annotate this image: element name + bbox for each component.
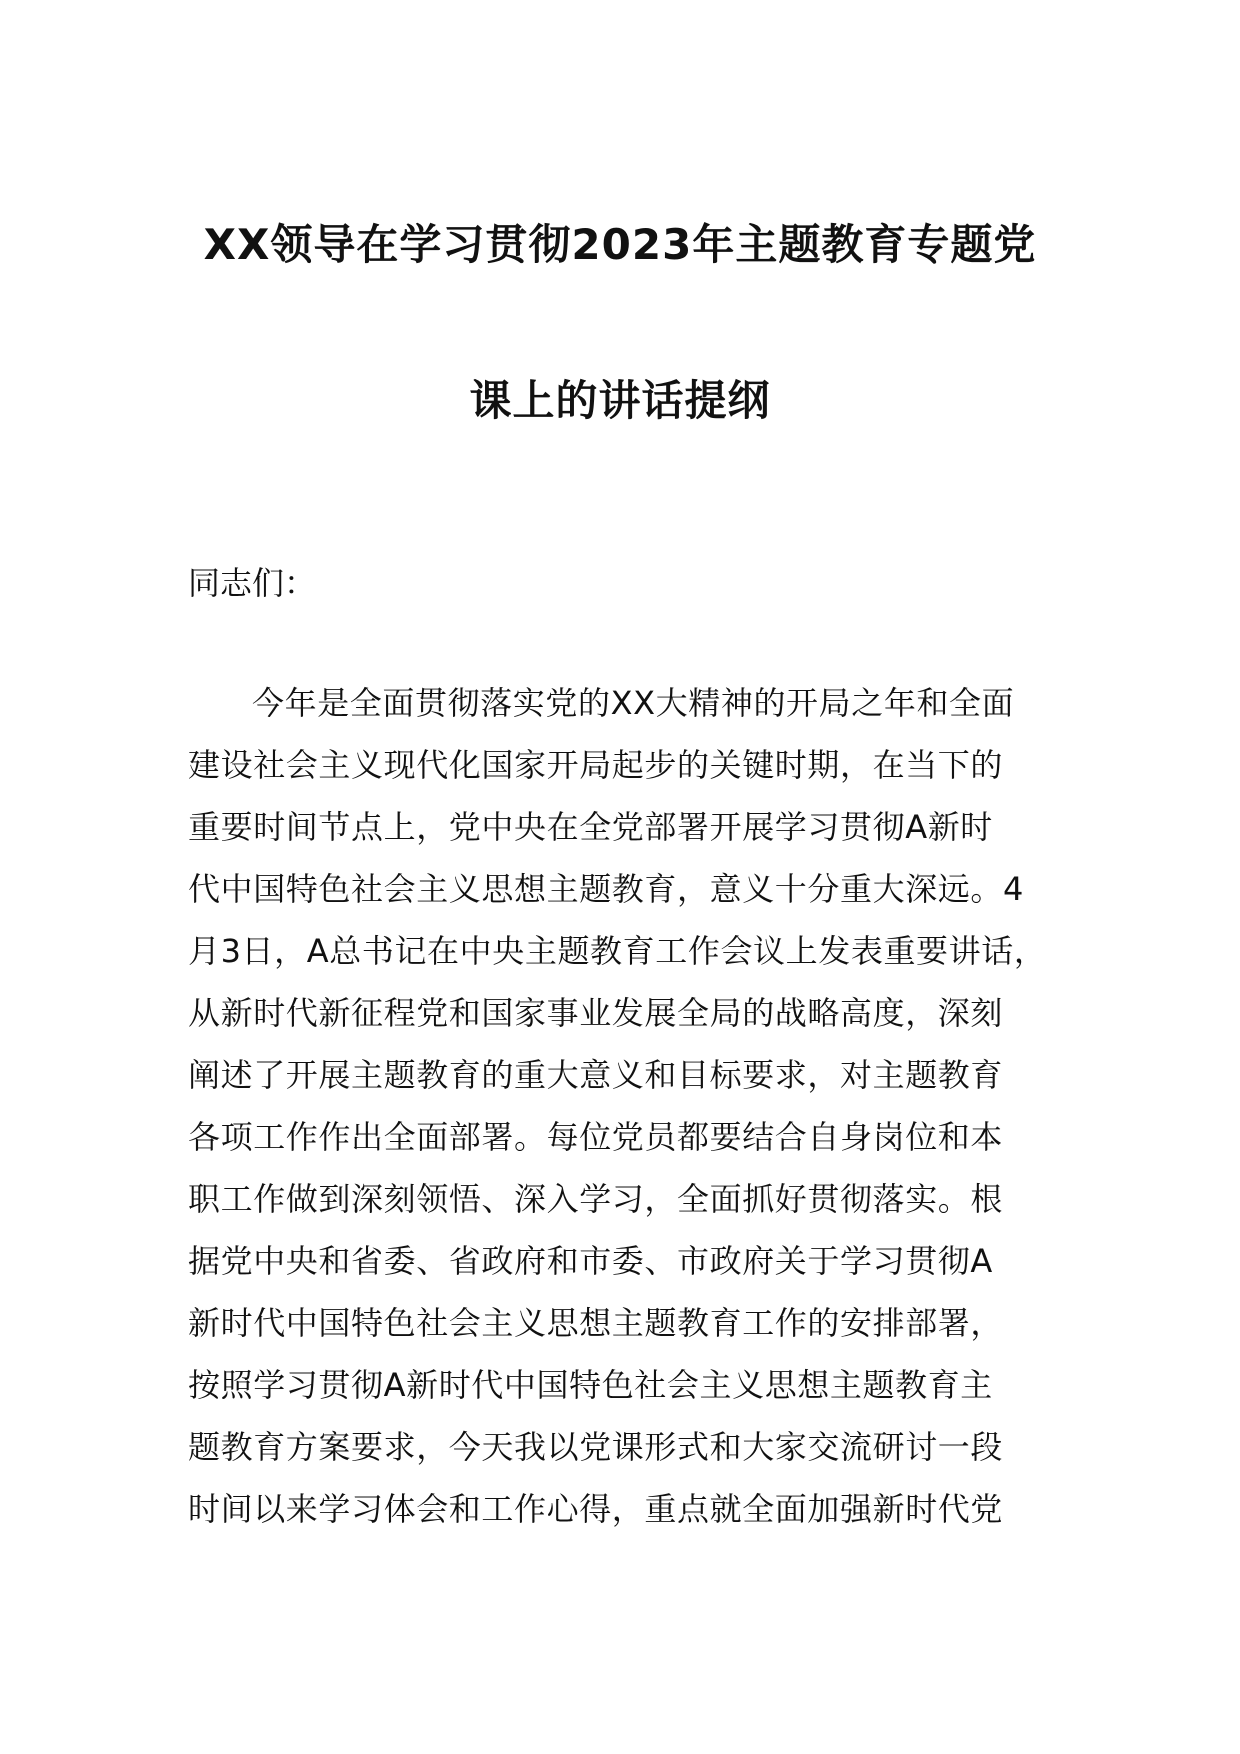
body-text-line: 月3日，A总书记在中央主题教育工作会议上发表重要讲话， [188, 932, 1047, 970]
body-text-line: 按照学习贯彻A新时代中国特色社会主义思想主题教育主 [188, 1366, 993, 1404]
body-text-line: 建设社会主义现代化国家开局起步的关键时期，在当下的 [188, 746, 1004, 784]
body-text-line: 阐述了开展主题教育的重大意义和目标要求，对主题教育 [188, 1056, 1004, 1094]
body-text-line: 新时代中国特色社会主义思想主题教育工作的安排部署， [188, 1304, 1004, 1342]
body-text-line: 时间以来学习体会和工作心得，重点就全面加强新时代党 [188, 1490, 1004, 1528]
body-text-line: 据党中央和省委、省政府和市委、市政府关于学习贯彻A [188, 1242, 993, 1280]
body-text-line: 题教育方案要求，今天我以党课形式和大家交流研讨一段 [188, 1428, 1004, 1466]
document-title-line-1: XX领导在学习贯彻2023年主题教育专题党 [203, 220, 1037, 269]
body-text-line: 代中国特色社会主义思想主题教育，意义十分重大深远。4 [188, 870, 1024, 908]
body-text-line: 今年是全面贯彻落实党的XX大精神的开局之年和全面 [252, 684, 1015, 722]
salutation: 同志们： [188, 564, 317, 602]
body-text-line: 从新时代新征程党和国家事业发展全局的战略高度，深刻 [188, 994, 1004, 1032]
body-text-line: 职工作做到深刻领悟、深入学习，全面抓好贯彻落实。根 [188, 1180, 1004, 1218]
document-title-line-2: 课上的讲话提纲 [469, 376, 771, 425]
body-text-line: 各项工作作出全面部署。每位党员都要结合自身岗位和本 [188, 1118, 1004, 1156]
body-text-line: 重要时间节点上，党中央在全党部署开展学习贯彻A新时 [188, 808, 993, 846]
